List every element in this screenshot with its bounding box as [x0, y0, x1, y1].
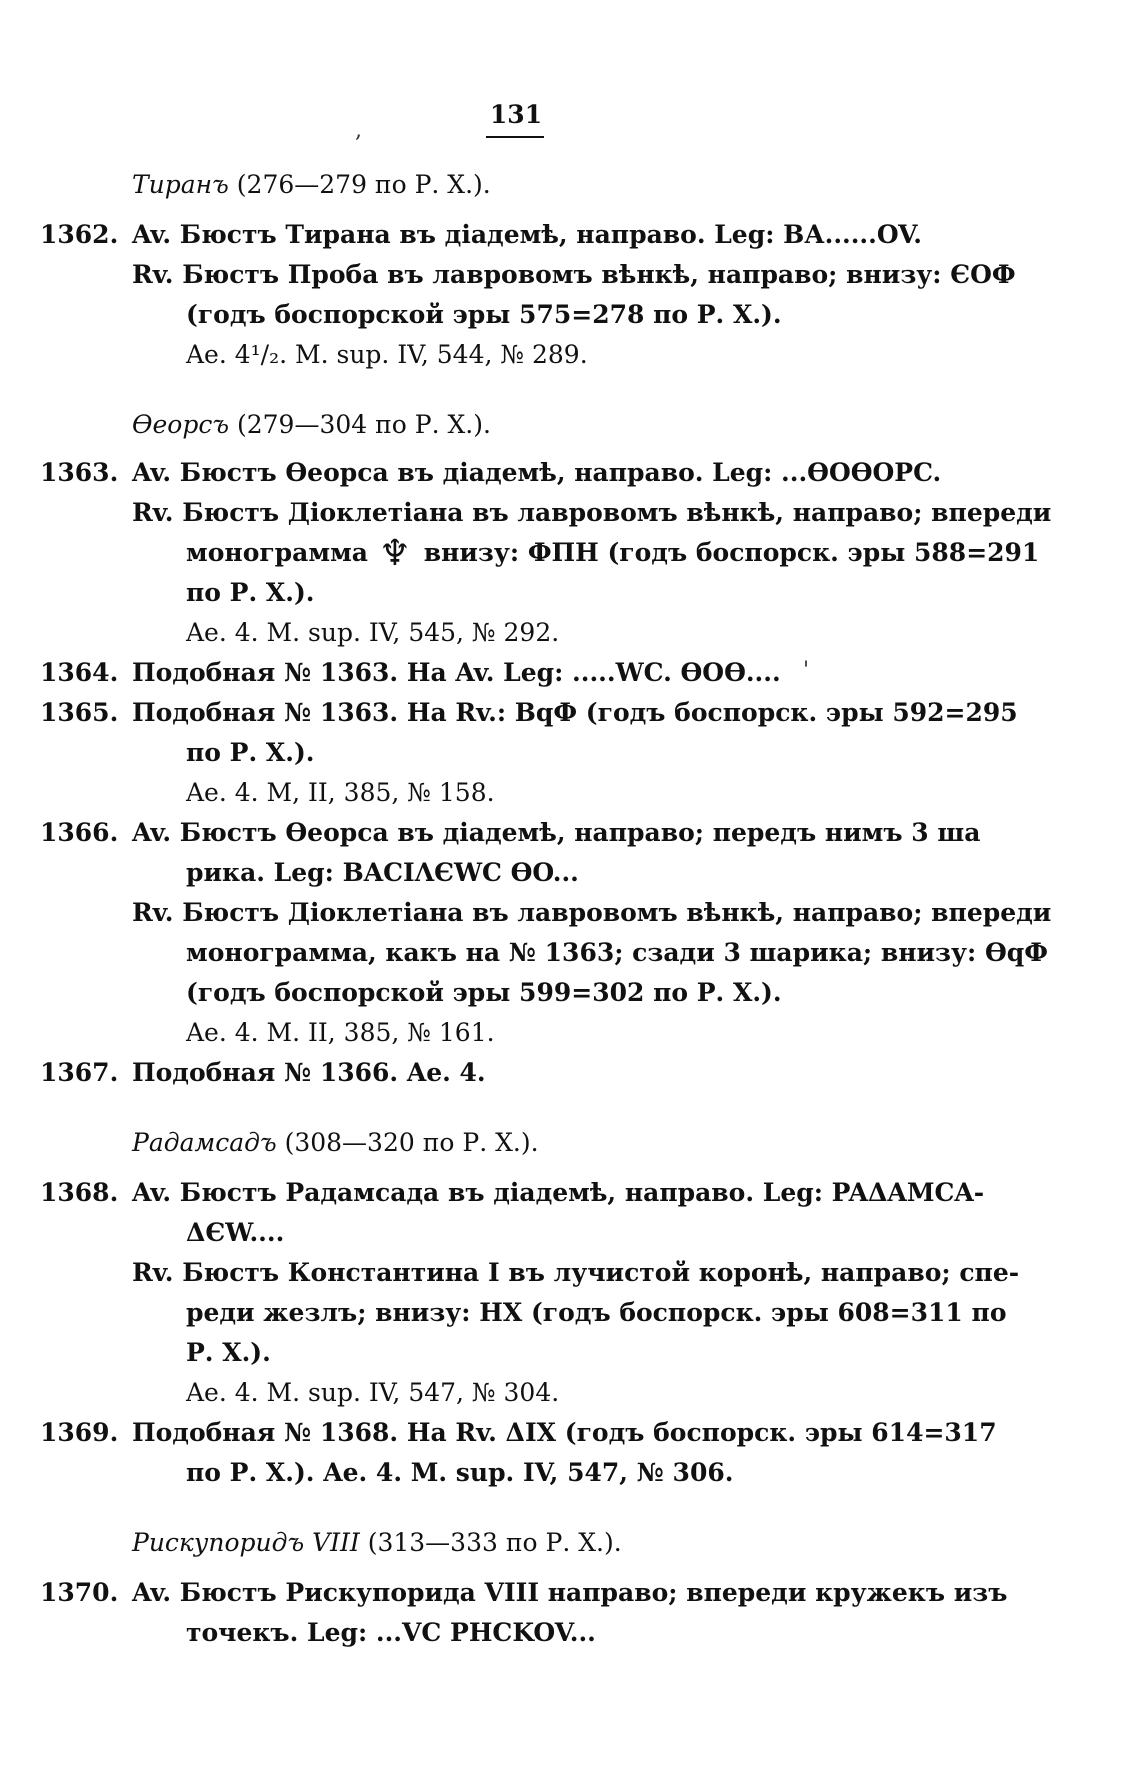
entry-number: 1366.: [40, 818, 119, 847]
entry-number: 1365.: [40, 698, 119, 727]
page-number-rule: [486, 136, 544, 138]
entry-text: монограмма, какъ на № 1363; сзади 3 шарика; внизу: ӨqФ: [186, 938, 1048, 967]
ruler-dates: (313—333 по Р. Х.).: [367, 1528, 622, 1557]
entry-text: рика. Leg: BACIΛЄWC ӨO...: [186, 858, 579, 887]
entry-text: Подобная № 1366. Ae. 4.: [132, 1058, 486, 1087]
entry-text: реди жезлъ; внизу: НХ (годъ боспорск. эры 608=311 по: [186, 1298, 1007, 1327]
entry-text: Rv. Бюстъ Діоклетіана въ лавровомъ вѣнкѣ, направо; впереди: [132, 498, 1052, 527]
entry-text: Av. Бюстъ Рискупорида VIII направо; впереди кружекъ изъ: [132, 1578, 1008, 1607]
stray-mark: ': [803, 658, 810, 683]
section-heading: [132, 170, 491, 200]
entry-text: ΔЄW....: [186, 1218, 285, 1247]
entry-text: монограмма: [186, 538, 368, 567]
entry-reference: Ae. 4. M. sup. IV, 547, № 304.: [186, 1378, 560, 1407]
entry-text: внизу: ФПН (годъ боспорск. эры 588=291: [423, 538, 1040, 567]
section-heading: [132, 1128, 539, 1158]
entry-number: 1362.: [40, 220, 119, 249]
page-number: 131: [489, 100, 543, 129]
ruler-dates: (279—304 по Р. Х.).: [236, 410, 491, 439]
entry-reference: Ae. 4. M. sup. IV, 545, № 292.: [186, 618, 560, 647]
entry-text: Rv. Бюстъ Константина I въ лучистой коронѣ, направо; спе-: [132, 1258, 1020, 1287]
ruler-dates: (308—320 по Р. Х.).: [284, 1128, 539, 1157]
stray-mark: ,: [355, 118, 362, 143]
entry-text: по Р. Х.).: [186, 578, 315, 607]
entry-text: Av. Бюстъ Өеорса въ діадемѣ, направо; передъ нимъ 3 ша: [132, 818, 981, 847]
section-heading: [132, 410, 491, 440]
entry-text: (годъ боспорской эры 599=302 по Р. Х.).: [186, 978, 782, 1007]
entry-text-with-monogram: [186, 532, 1040, 574]
monogram-icon: ♆: [378, 532, 411, 574]
entry-number: 1368.: [40, 1178, 119, 1207]
entry-text: Подобная № 1363. На Av. Leg: .....WC. ӨOӨ....: [132, 658, 781, 687]
entry-text: Подобная № 1368. На Rv. ΔIX (годъ боспорск. эры 614=317: [132, 1418, 997, 1447]
entry-text: Av. Бюстъ Өеорса въ діадемѣ, направо. Leg: ...ӨOӨOPC.: [132, 458, 942, 487]
entry-reference: Ae. 4¹/₂. M. sup. IV, 544, № 289.: [186, 340, 588, 369]
entry-reference: Ae. 4. M, II, 385, № 158.: [186, 778, 495, 807]
entry-text: по Р. Х.).: [186, 738, 315, 767]
ruler-name: Тиранъ: [132, 170, 229, 199]
entry-reference: Ae. 4. M. II, 385, № 161.: [186, 1018, 495, 1047]
section-heading: [132, 1528, 622, 1558]
entry-text: точекъ. Leg: ...VC PHCKOV...: [186, 1618, 596, 1647]
entry-text: Rv. Бюстъ Діоклетіана въ лавровомъ вѣнкѣ, направо; впереди: [132, 898, 1052, 927]
entry-text: Подобная № 1363. На Rv.: BqФ (годъ боспорск. эры 592=295: [132, 698, 1018, 727]
ruler-dates: (276—279 по Р. Х.).: [236, 170, 491, 199]
entry-number: 1364.: [40, 658, 119, 687]
entry-text: Av. Бюстъ Тирана въ діадемѣ, направо. Leg: ВА......OV.: [132, 220, 922, 249]
entry-number: 1363.: [40, 458, 119, 487]
ruler-name: Рискупоридъ VIII: [132, 1528, 360, 1557]
ruler-name: Өеорсъ: [132, 410, 230, 439]
entry-text: (годъ боспорской эры 575=278 по Р. Х.).: [186, 300, 782, 329]
entry-text: Rv. Бюстъ Проба въ лавровомъ вѣнкѣ, направо; внизу: ЄОФ: [132, 260, 1016, 289]
entry-number: 1369.: [40, 1418, 119, 1447]
entry-number: 1370.: [40, 1578, 119, 1607]
ruler-name: Радамсадъ: [132, 1128, 277, 1157]
entry-number: 1367.: [40, 1058, 119, 1087]
entry-text: по Р. Х.). Ae. 4. M. sup. IV, 547, № 306.: [186, 1458, 734, 1487]
entry-text: Р. Х.).: [186, 1338, 271, 1367]
entry-text: Av. Бюстъ Радамсада въ діадемѣ, направо. Leg: PAΔAMCA-: [132, 1178, 985, 1207]
